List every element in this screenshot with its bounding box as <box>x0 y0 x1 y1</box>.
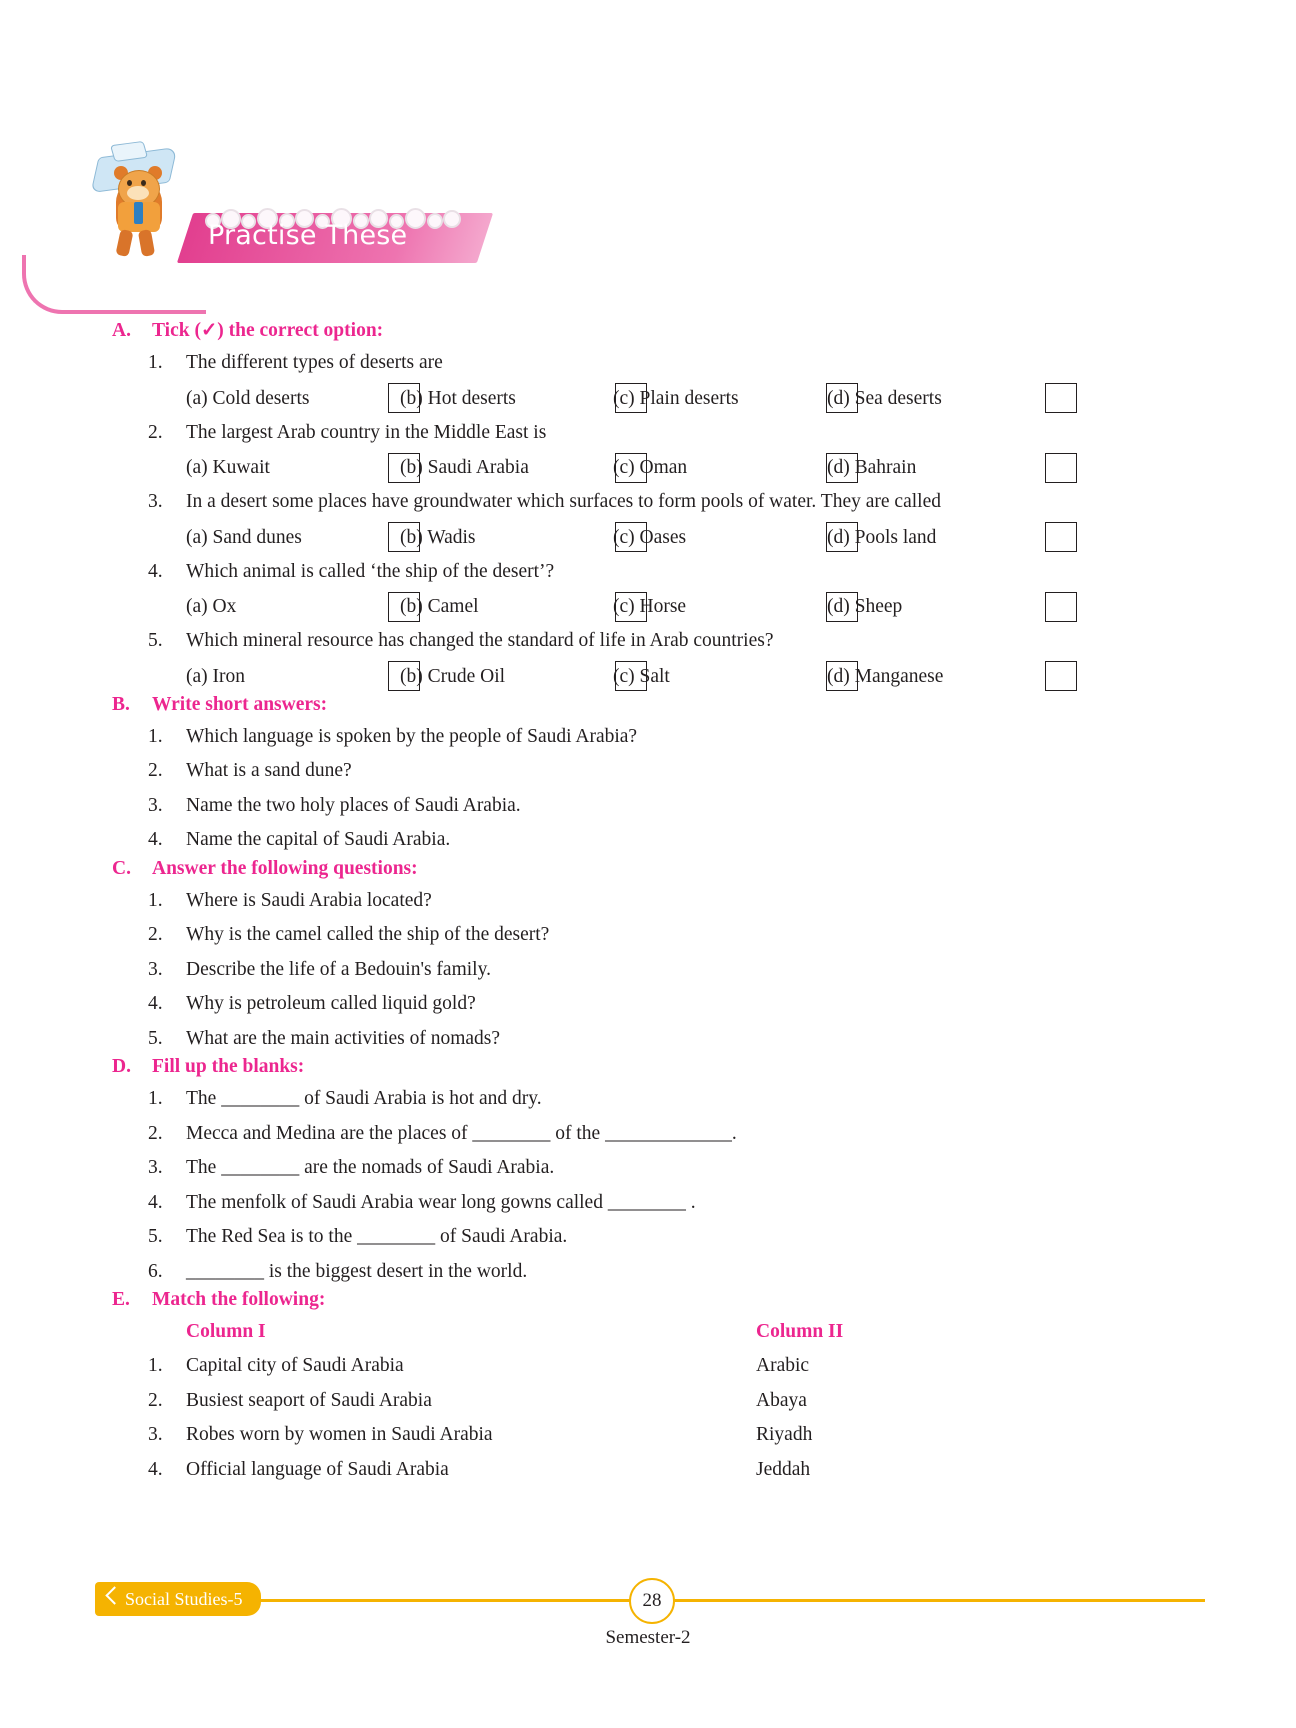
table-row <box>0 1418 1296 1453</box>
option-label: (c) Plain deserts <box>613 387 739 409</box>
page-number: 28 <box>629 1578 675 1624</box>
row-right-text: Abaya <box>756 1389 807 1411</box>
option-label: (a) Sand dunes <box>186 526 302 548</box>
question-row <box>0 1022 1296 1057</box>
table-row <box>0 1349 1296 1384</box>
option-row <box>0 520 1296 555</box>
row-number: 4. <box>148 1458 163 1480</box>
question-row <box>0 884 1296 919</box>
question-row <box>0 1082 1296 1117</box>
question-number: 3. <box>148 794 163 816</box>
section-heading-a <box>0 318 1296 342</box>
question-row <box>0 823 1296 858</box>
question-text: The different types of deserts are <box>186 352 443 373</box>
option-label: (c) Oman <box>613 457 688 478</box>
option-label: (a) Kuwait <box>186 457 270 478</box>
option-row <box>0 381 1296 416</box>
tick-checkbox[interactable] <box>1045 383 1077 413</box>
question-text: The largest Arab country in the Middle East is <box>186 421 547 443</box>
row-number: 1. <box>148 1355 163 1376</box>
question-number: 2. <box>148 421 163 443</box>
section-letter-b: B. <box>112 693 130 715</box>
question-number: 5. <box>148 630 163 651</box>
question-text: Where is Saudi Arabia located? <box>186 889 432 911</box>
question-row <box>0 1151 1296 1186</box>
section-letter-a: A. <box>112 320 131 341</box>
section-title-a: Tick (✓) the correct option: <box>152 320 384 341</box>
option-label: (b) Hot deserts <box>400 387 516 409</box>
option-row <box>0 450 1296 485</box>
question-text: The ________ of Saudi Arabia is hot and dry. <box>186 1088 542 1109</box>
question-text: Name the two holy places of Saudi Arabia. <box>186 794 521 816</box>
tick-checkbox[interactable] <box>1045 453 1077 483</box>
semester-label: Semester-2 <box>605 1627 691 1648</box>
question-row <box>0 754 1296 789</box>
option-row <box>0 659 1296 694</box>
question-text: The menfolk of Saudi Arabia wear long gowns called ________ . <box>186 1191 696 1213</box>
question-text: Which animal is called ‘the ship of the desert’? <box>186 560 555 582</box>
option-label: (a) Cold deserts <box>186 387 310 409</box>
banner-title: Practise These <box>208 220 408 251</box>
question-text: What are the main activities of nomads? <box>186 1027 501 1049</box>
column-header-two: Column II <box>756 1321 844 1342</box>
question-text: Name the capital of Saudi Arabia. <box>186 829 451 850</box>
question-number: 3. <box>148 958 163 980</box>
question-number: 2. <box>148 924 163 945</box>
table-row <box>0 1384 1296 1419</box>
section-letter-e: E. <box>112 1289 130 1310</box>
row-number: 2. <box>148 1389 163 1411</box>
question-number: 4. <box>148 829 163 850</box>
section-heading-e <box>0 1289 1296 1311</box>
question-text: In a desert some places have groundwater which surfaces to form pools of water. They are called <box>186 491 941 512</box>
option-label: (d) Sea deserts <box>827 387 942 409</box>
section-title-e: Match the following: <box>152 1289 326 1310</box>
worksheet-content <box>0 318 1296 1487</box>
question-text: What is a sand dune? <box>186 760 352 781</box>
question-text: Mecca and Medina are the places of ________ of the _____________. <box>186 1122 737 1144</box>
practise-these-header <box>0 150 1296 310</box>
section-letter-d: D. <box>112 1056 131 1077</box>
row-left-text: Capital city of Saudi Arabia <box>186 1355 404 1376</box>
question-row <box>0 416 1296 451</box>
option-label: (c) Salt <box>613 665 670 687</box>
section-a-questions <box>0 346 1296 694</box>
question-number: 1. <box>148 725 163 747</box>
question-number: 6. <box>148 1260 163 1282</box>
option-label: (d) Pools land <box>827 526 937 548</box>
section-b-questions <box>0 720 1296 858</box>
question-row <box>0 789 1296 824</box>
option-label: (d) Bahrain <box>827 457 917 478</box>
question-number: 4. <box>148 1191 163 1213</box>
question-row <box>0 485 1296 520</box>
match-the-following-table <box>0 1315 1296 1487</box>
section-heading-c <box>0 858 1296 880</box>
tick-checkbox[interactable] <box>1045 592 1077 622</box>
question-number: 4. <box>148 560 163 582</box>
question-number: 5. <box>148 1027 163 1049</box>
question-row <box>0 624 1296 659</box>
tick-checkbox[interactable] <box>1045 522 1077 552</box>
section-d-questions <box>0 1082 1296 1289</box>
option-label: (c) Oases <box>613 526 687 548</box>
option-label: (b) Saudi Arabia <box>400 457 529 478</box>
option-label: (b) Crude Oil <box>400 665 506 687</box>
question-row <box>0 1117 1296 1152</box>
table-row <box>0 1453 1296 1488</box>
option-label: (b) Wadis <box>400 526 476 548</box>
question-number: 2. <box>148 1122 163 1144</box>
question-text: Which language is spoken by the people of Saudi Arabia? <box>186 725 638 747</box>
question-row <box>0 1220 1296 1255</box>
question-number: 1. <box>148 1088 163 1109</box>
tick-checkbox[interactable] <box>1045 661 1077 691</box>
question-number: 1. <box>148 352 163 373</box>
book-label: Social Studies-5 <box>95 1582 261 1616</box>
question-text: ________ is the biggest desert in the world. <box>186 1260 528 1282</box>
row-right-text: Jeddah <box>756 1458 811 1480</box>
column-header-one: Column I <box>186 1321 266 1342</box>
row-right-text: Riyadh <box>756 1424 813 1445</box>
section-letter-c: C. <box>112 857 131 879</box>
question-row <box>0 987 1296 1022</box>
question-row <box>0 1255 1296 1290</box>
question-text: Describe the life of a Bedouin's family. <box>186 958 491 980</box>
row-right-text: Arabic <box>756 1355 810 1376</box>
question-row <box>0 555 1296 590</box>
question-number: 1. <box>148 889 163 911</box>
row-left-text: Busiest seaport of Saudi Arabia <box>186 1389 432 1411</box>
question-text: The Red Sea is to the ________ of Saudi Arabia. <box>186 1226 568 1247</box>
option-label: (d) Sheep <box>827 596 903 617</box>
question-number: 3. <box>148 1157 163 1178</box>
option-label: (d) Manganese <box>827 665 944 687</box>
row-number: 3. <box>148 1424 163 1445</box>
page-footer <box>0 1575 1296 1695</box>
question-text: Why is the camel called the ship of the desert? <box>186 924 550 945</box>
section-heading-b <box>0 694 1296 716</box>
option-label: (c) Horse <box>613 596 687 617</box>
section-c-questions <box>0 884 1296 1057</box>
question-number: 5. <box>148 1226 163 1247</box>
question-text: The ________ are the nomads of Saudi Arabia. <box>186 1157 555 1178</box>
question-text: Which mineral resource has changed the standard of life in Arab countries? <box>186 630 774 651</box>
row-left-text: Official language of Saudi Arabia <box>186 1458 449 1480</box>
question-row <box>0 918 1296 953</box>
option-label: (b) Camel <box>400 596 479 617</box>
question-number: 3. <box>148 491 163 512</box>
question-number: 2. <box>148 760 163 781</box>
row-left-text: Robes worn by women in Saudi Arabia <box>186 1424 493 1445</box>
question-row <box>0 720 1296 755</box>
option-label: (a) Ox <box>186 596 237 617</box>
section-title-b: Write short answers: <box>152 693 328 715</box>
section-title-d: Fill up the blanks: <box>152 1056 305 1077</box>
section-title-c: Answer the following questions: <box>152 857 418 879</box>
option-label: (a) Iron <box>186 665 246 687</box>
match-column-headers <box>0 1315 1296 1349</box>
question-text: Why is petroleum called liquid gold? <box>186 993 476 1014</box>
question-row <box>0 1186 1296 1221</box>
section-heading-d <box>0 1056 1296 1078</box>
question-row <box>0 346 1296 381</box>
question-number: 4. <box>148 993 163 1014</box>
option-row <box>0 589 1296 624</box>
question-row <box>0 953 1296 988</box>
